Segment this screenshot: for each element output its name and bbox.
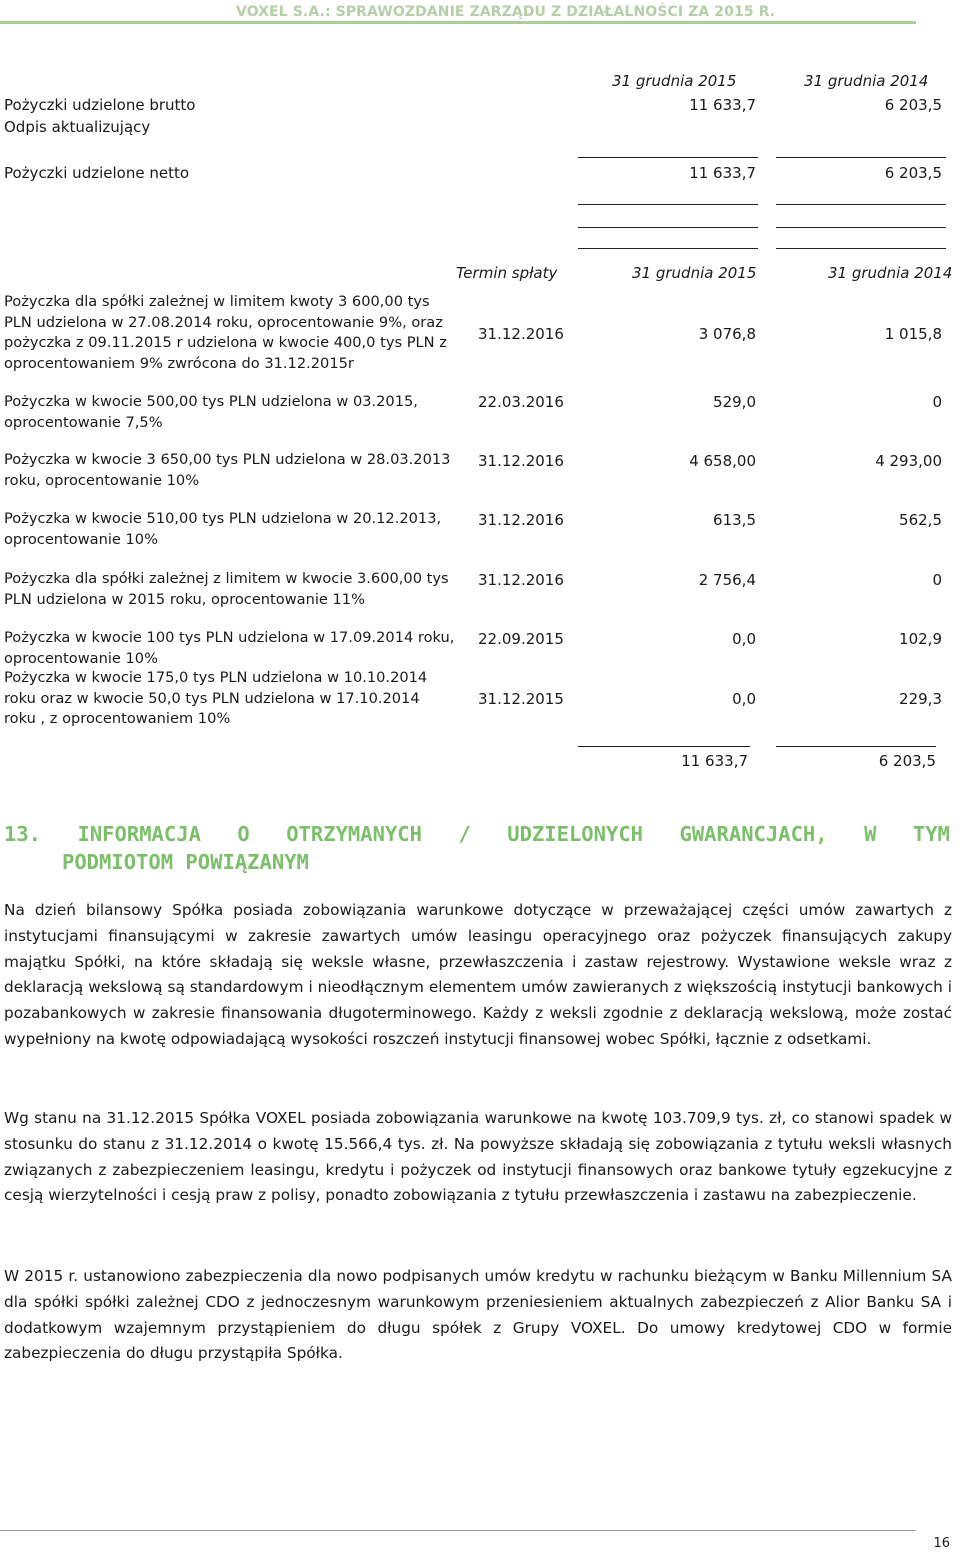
summary-row-value-2015: 11 633,7 xyxy=(689,96,756,114)
summary-row-label: Odpis aktualizujący xyxy=(4,118,151,136)
summary-row-label: Pożyczki udzielone brutto xyxy=(4,96,196,114)
summary-underline-2015 xyxy=(578,204,758,205)
loan-value-2015: 0,0 xyxy=(732,690,756,708)
loan-value-2014: 1 015,8 xyxy=(884,325,942,343)
summary-underline-2015 xyxy=(578,227,758,228)
document-header-title: VOXEL S.A.: SPRAWOZDANIE ZARZĄDU Z DZIAŁALNOŚCI ZA 2015 R. xyxy=(236,4,776,20)
loans-total-2015: 11 633,7 xyxy=(681,752,748,770)
section-heading xyxy=(4,820,956,876)
loan-repayment-date: 31.12.2015 xyxy=(478,690,564,708)
summary-row-label: Pożyczki udzielone netto xyxy=(4,164,190,182)
summary-underline-2015 xyxy=(578,248,758,249)
body-paragraph: Wg stanu na 31.12.2015 Spółka VOXEL posiada zobowiązania warunkowe na kwotę 103.709,9 tys. zł, co stanowi spadek w stosunku do stanu z 31.12.2014 o kwotę 15.566,4 tys. zł. Na powyższe składają się zobowiązania z tytułu weksli własnych związanych z zabezpieczeniem leasingu, kredytu i pożyczek od instytucji finansowych oraz bankowe tytuły egzekucyjne z cesją wierzytelności i cesją praw z polisy, ponadto zobowiązania z tytułu przewłaszczenia i zastawu na zabezpieczenie. xyxy=(4,1109,952,1205)
summary-underline-2014 xyxy=(776,204,946,205)
loans-col-2014-header: 31 grudnia 2014 xyxy=(828,264,953,282)
summary-col-2014-header: 31 grudnia 2014 xyxy=(804,72,929,90)
loan-description: Pożyczka dla spółki zależnej w limitem kwoty 3 600,00 tys PLN udzielona w 27.08.2014 roku, oprocentowanie 9%, oraz pożyczka z 09.11.2015 r udzielona w kwocie 400,0 tys PLN z oprocentowaniem 9% zwrócona do 31.12.2015r xyxy=(4,293,447,372)
section-title-word: UDZIELONYCH xyxy=(507,822,644,846)
loans-total-underline-2014 xyxy=(776,746,936,747)
loan-value-2014: 0 xyxy=(932,393,942,411)
loan-value-2015: 3 076,8 xyxy=(698,325,756,343)
section-title-word: O xyxy=(237,822,250,846)
section-title-word: GWARANCJACH, xyxy=(679,822,828,846)
loans-total-underline-2015 xyxy=(578,746,750,747)
header-divider xyxy=(0,21,916,24)
summary-underline-2015 xyxy=(578,157,758,158)
summary-underline-2014 xyxy=(776,248,946,249)
summary-row-value-2014: 6 203,5 xyxy=(884,164,942,182)
loan-repayment-date: 31.12.2016 xyxy=(478,452,564,470)
section-title-line2: PODMIOTOM POWIĄZANYM xyxy=(62,850,309,874)
section-title-word: / xyxy=(458,822,471,846)
loan-description: Pożyczka w kwocie 100 tys PLN udzielona w 17.09.2014 roku, oprocentowanie 10% xyxy=(4,629,455,667)
loan-value-2015: 613,5 xyxy=(713,511,756,529)
summary-row-value-2014: 6 203,5 xyxy=(884,96,942,114)
loan-repayment-date: 31.12.2016 xyxy=(478,571,564,589)
section-title-word: W xyxy=(864,822,877,846)
summary-row-value-2015: 11 633,7 xyxy=(689,164,756,182)
loan-description: Pożyczka w kwocie 510,00 tys PLN udzielona w 20.12.2013, oprocentowanie 10% xyxy=(4,510,442,548)
loan-value-2014: 0 xyxy=(932,571,942,589)
loan-value-2015: 2 756,4 xyxy=(698,571,756,589)
loan-description: Pożyczka w kwocie 500,00 tys PLN udzielona w 03.2015, oprocentowanie 7,5% xyxy=(4,393,418,431)
loan-value-2014: 229,3 xyxy=(899,690,942,708)
loan-value-2015: 529,0 xyxy=(713,393,756,411)
loans-total-2014: 6 203,5 xyxy=(878,752,936,770)
section-title-word: OTRZYMANYCH xyxy=(286,822,422,846)
section-title-word: TYM xyxy=(912,822,950,846)
loan-value-2014: 4 293,00 xyxy=(875,452,942,470)
loan-value-2015: 4 658,00 xyxy=(689,452,756,470)
footer-divider xyxy=(0,1530,916,1531)
summary-underline-2014 xyxy=(776,227,946,228)
loan-value-2014: 562,5 xyxy=(899,511,942,529)
loan-repayment-date: 31.12.2016 xyxy=(478,325,564,343)
section-number: 13. xyxy=(4,822,42,846)
loans-col-term-header: Termin spłaty xyxy=(456,264,558,282)
loan-value-2015: 0,0 xyxy=(732,630,756,648)
section-title-word: INFORMACJA xyxy=(77,822,201,846)
loan-repayment-date: 31.12.2016 xyxy=(478,511,564,529)
loan-description: Pożyczka dla spółki zależnej z limitem w kwocie 3.600,00 tys PLN udzielona w 2015 roku, oprocentowanie 11% xyxy=(4,570,449,608)
loan-description: Pożyczka w kwocie 3 650,00 tys PLN udzielona w 28.03.2013 roku, oprocentowanie 10% xyxy=(4,451,451,489)
body-paragraph: W 2015 r. ustanowiono zabezpieczenia dla nowo podpisanych umów kredytu w rachunku bieżącym w Banku Millennium SA dla spółki spółki zależnej CDO z jednoczesnym warunkowym przeniesieniem aktualnych zabezpieczeń z Alior Banku SA i dodatkowym wzajemnym przystąpieniem do długu spółek z Grupy VOXEL. Do umowy kredytowej CDO w formie zabezpieczenia do długu przystąpiła Spółka. xyxy=(4,1267,952,1363)
body-paragraph: Na dzień bilansowy Spółka posiada zobowiązania warunkowe dotyczące w przeważającej części umów zawartych z instytucjami finansującymi w zakresie zawartych umów leasingu operacyjnego oraz pożyczek finansujących zakupy majątku Spółki, na które składają się weksle własne, przewłaszczenia i zastaw rejestrowy. Wystawione weksle wraz z deklaracją wekslową są standardowym i nieodłącznym elementem umów zawieranych z większością instytucji bankowych i pozabankowych w zakresie finansowania długoterminowego. Każdy z weksli zgodnie z deklaracją wekslową, może zostać wypełniony na kwotę odpowiadającą wysokości roszczeń instytucji finansowej wobec Spółki, łącznie z odsetkami. xyxy=(4,901,952,1048)
loan-value-2014: 102,9 xyxy=(899,630,942,648)
loans-col-2015-header: 31 grudnia 2015 xyxy=(632,264,757,282)
loan-repayment-date: 22.03.2016 xyxy=(478,393,564,411)
loan-description: Pożyczka w kwocie 175,0 tys PLN udzielona w 10.10.2014 roku oraz w kwocie 50,0 tys PLN udzielona w 17.10.2014 roku , z oprocentowaniem 10% xyxy=(4,669,428,727)
summary-col-2015-header: 31 grudnia 2015 xyxy=(612,72,737,90)
page-number: 16 xyxy=(933,1536,950,1551)
summary-underline-2014 xyxy=(776,157,946,158)
loan-repayment-date: 22.09.2015 xyxy=(478,630,564,648)
